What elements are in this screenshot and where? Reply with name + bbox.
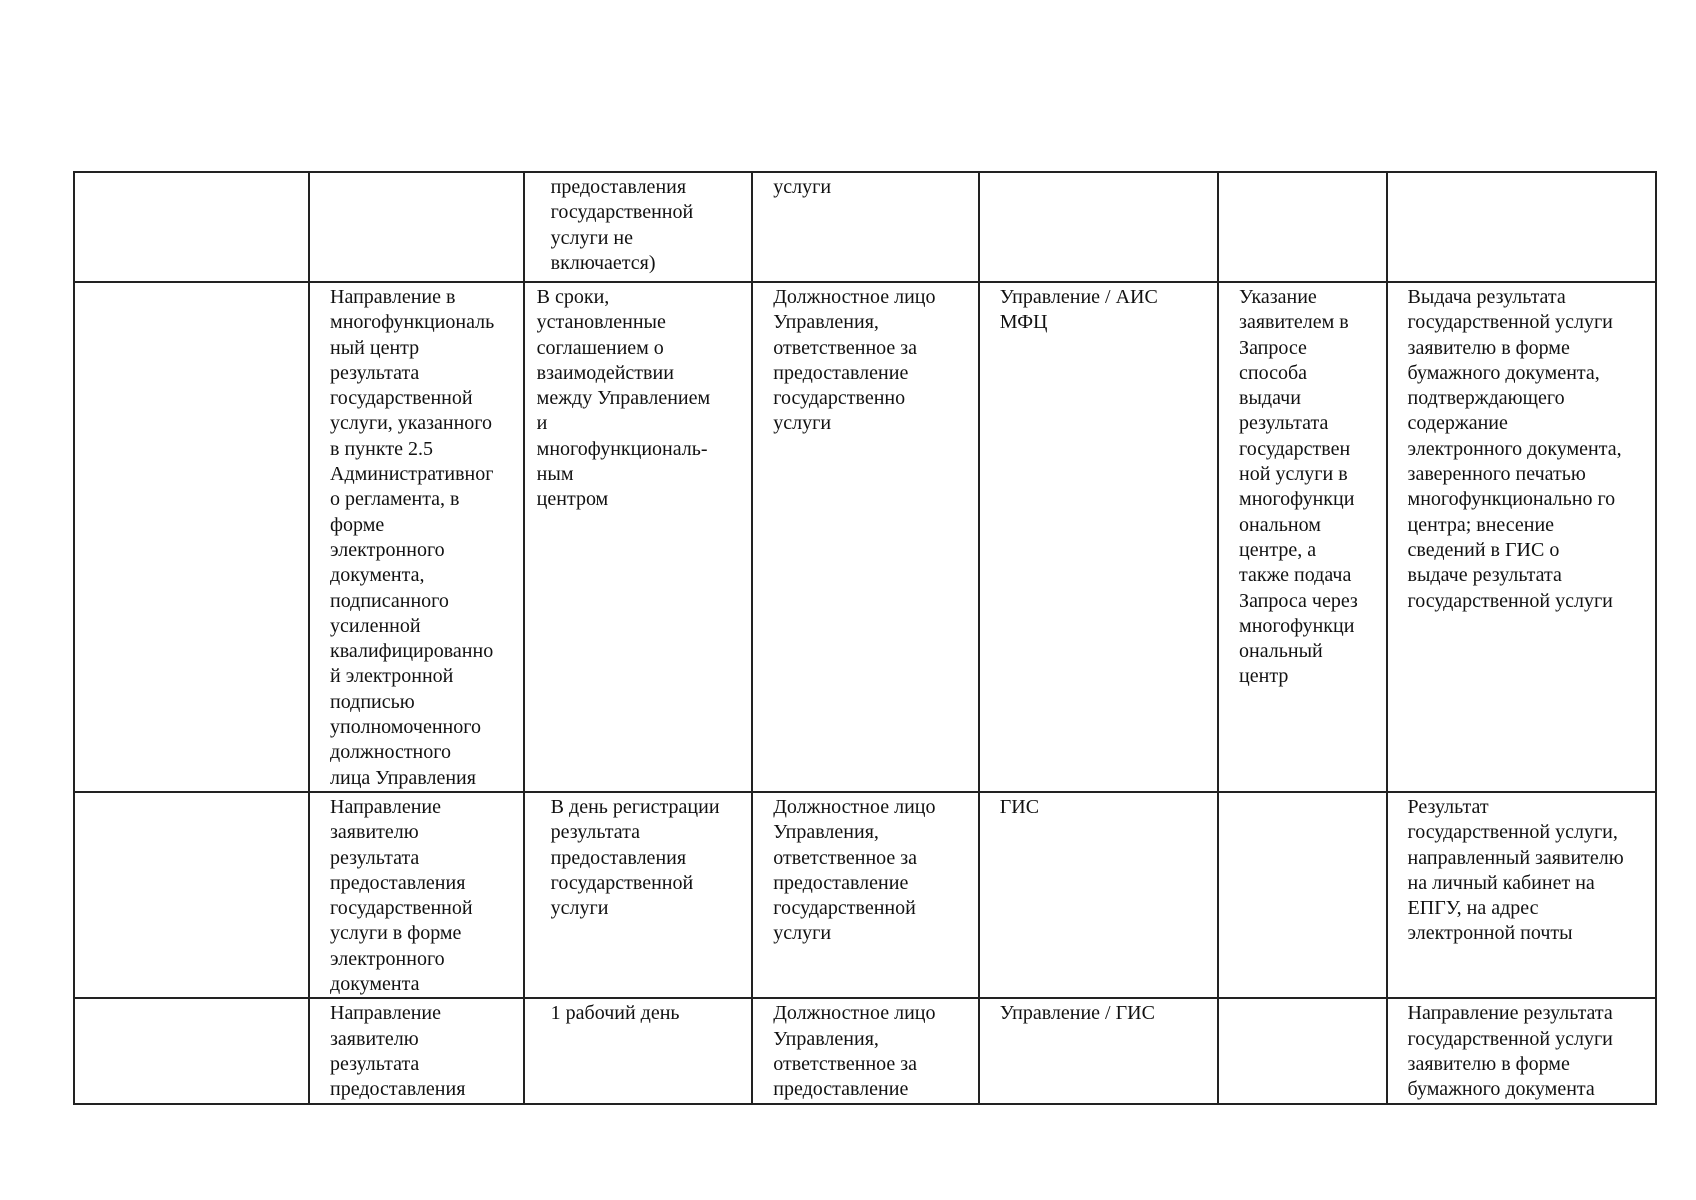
table-cell-empty bbox=[979, 172, 1218, 282]
table-cell-result: Направление результата государственной услуги заявителю в форме бумажного документа bbox=[1387, 998, 1656, 1103]
table-cell-responsible: Должностное лицо Управления, ответственное за предоставление государственно услуги bbox=[752, 282, 978, 792]
table-cell-system: ГИС bbox=[979, 792, 1218, 998]
table-cell-empty bbox=[1218, 998, 1387, 1103]
table-cell-empty bbox=[74, 282, 309, 792]
table-row bbox=[74, 792, 1656, 998]
table-cell-empty bbox=[74, 998, 309, 1103]
table-cell-system: Управление / ГИС bbox=[979, 998, 1218, 1103]
table-cell-deadline: В сроки, установленные соглашением о взаимодействии между Управлением и многофункциональ- ным центром bbox=[524, 282, 753, 792]
table-cell-empty bbox=[1218, 172, 1387, 282]
procedure-table bbox=[73, 171, 1657, 1105]
table-cell-responsible: Должностное лицо Управления, ответственное за предоставление bbox=[752, 998, 978, 1103]
table-cell-action: Направление заявителю результата предоставления государственной услуги в форме электронного документа bbox=[309, 792, 524, 998]
table-cell-system: Управление / АИС МФЦ bbox=[979, 282, 1218, 792]
table-cell-empty bbox=[74, 792, 309, 998]
table-cell-empty bbox=[1387, 172, 1656, 282]
table-cell-result: Выдача результата государственной услуги заявителю в форме бумажного документа, подтверждающего содержание электронного документа, заверенного печатью многофункционально го центра; внесение сведений в ГИС о выдаче результата государственной услуги bbox=[1387, 282, 1656, 792]
table-row bbox=[74, 172, 1656, 282]
table-cell-deadline: В день регистрации результата предоставления государственной услуги bbox=[524, 792, 753, 998]
table-cell-empty bbox=[309, 172, 524, 282]
table-cell-action: Направление заявителю результата предоставления bbox=[309, 998, 524, 1103]
table-cell-deadline: 1 рабочий день bbox=[524, 998, 753, 1103]
table-cell-responsible: услуги bbox=[752, 172, 978, 282]
table-cell-empty bbox=[74, 172, 309, 282]
table-cell-criteria: Указание заявителем в Запросе способа выдачи результата государствен ной услуги в многофункци ональном центре, а также подача Запроса через многофункци ональный центр bbox=[1218, 282, 1387, 792]
table-cell-deadline: предоставления государственной услуги не включается) bbox=[524, 172, 753, 282]
table-row bbox=[74, 282, 1656, 792]
table-cell-responsible: Должностное лицо Управления, ответственное за предоставление государственной услуги bbox=[752, 792, 978, 998]
table-cell-result: Результат государственной услуги, направленный заявителю на личный кабинет на ЕПГУ, на адрес электронной почты bbox=[1387, 792, 1656, 998]
table-cell-empty bbox=[1218, 792, 1387, 998]
table-row bbox=[74, 998, 1656, 1103]
table-cell-action: Направление в многофункциональ ный центр результата государственной услуги, указанного в пункте 2.5 Административног о регламента, в форме электронного документа, подписанного усиленной квалифицированно й электронной подписью уполномоченного должностного лица Управления bbox=[309, 282, 524, 792]
